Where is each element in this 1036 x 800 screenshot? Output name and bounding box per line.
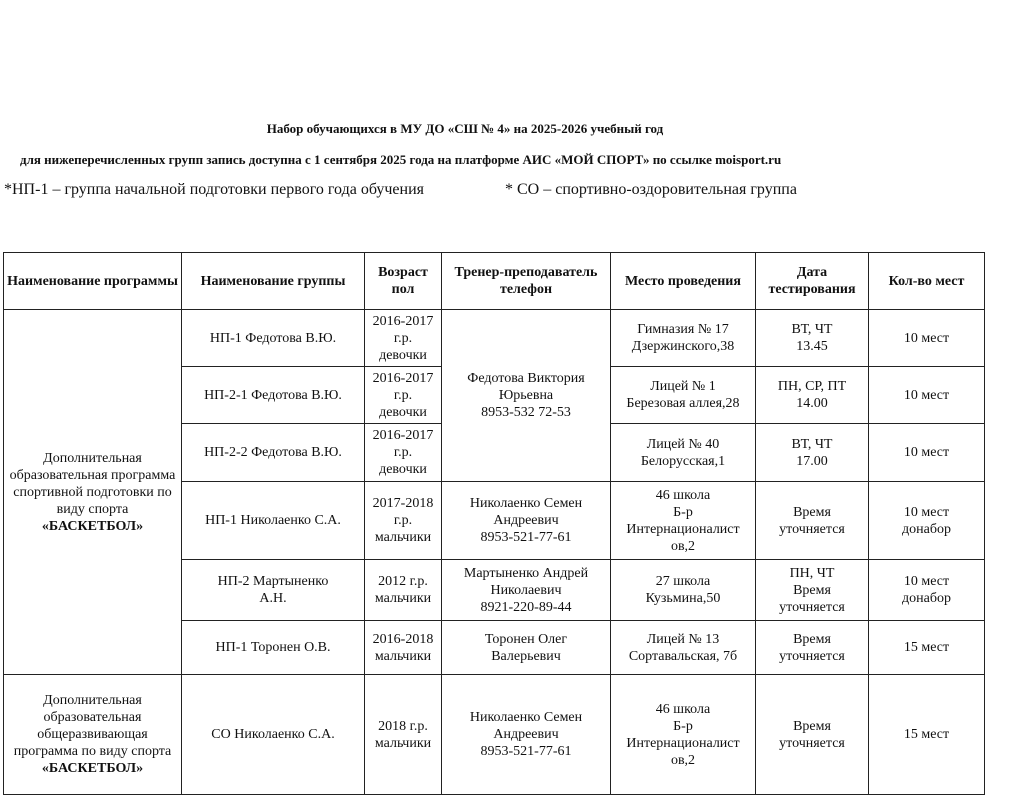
age-cell: 2016-2018 мальчики <box>365 621 442 675</box>
group-cell: НП-1 Торонен О.В. <box>182 621 365 675</box>
document-subtitle: для нижеперечисленных групп запись доступна с 1 сентября 2025 года на платформе АИС «МОЙ СПОРТ» по ссылке moisport.ru <box>20 152 782 167</box>
seats-cell: 10 мест <box>869 424 985 482</box>
header-seats: Кол-во мест <box>869 253 985 310</box>
header-coach: Тренер-преподаватель телефон <box>442 253 611 310</box>
program-name: Дополнительная образовательная программа спортивной подготовки по виду спорта <box>9 450 176 517</box>
group-cell: НП-2-2 Федотова В.Ю. <box>182 424 365 482</box>
place-cell: 46 школа Б-р Интернационалист ов,2 <box>611 675 756 795</box>
header-date: Дата тестирования <box>756 253 869 310</box>
seats-cell: 10 мест донабор <box>869 482 985 560</box>
group-cell: НП-2-1 Федотова В.Ю. <box>182 367 365 424</box>
place-cell: 46 школа Б-р Интернационалист ов,2 <box>611 482 756 560</box>
seats-cell: 15 мест <box>869 621 985 675</box>
date-cell: ПН, ЧТ Время уточняется <box>756 560 869 621</box>
group-cell: НП-1 Федотова В.Ю. <box>182 310 365 367</box>
program-cell-general <box>4 675 182 795</box>
age-cell: 2016-2017 г.р. девочки <box>365 424 442 482</box>
place-cell: Лицей № 40 Белорусская,1 <box>611 424 756 482</box>
seats-cell: 10 мест донабор <box>869 560 985 621</box>
program-sport: «БАСКЕТБОЛ» <box>41 761 144 776</box>
seats-cell: 15 мест <box>869 675 985 795</box>
group-cell: СО Николаенко С.А. <box>182 675 365 795</box>
coach-cell: Николаенко Семен Андреевич 8953-521-77-61 <box>442 482 611 560</box>
groups-table <box>3 252 985 795</box>
place-cell: Лицей № 13 Сортавальская, 7б <box>611 621 756 675</box>
legend-so: * СО – спортивно-оздоровительная группа <box>505 181 797 198</box>
age-cell: 2012 г.р. мальчики <box>365 560 442 621</box>
document-title: Набор обучающихся в МУ ДО «СШ № 4» на 2025-2026 учебный год <box>266 121 664 136</box>
place-cell: 27 школа Кузьмина,50 <box>611 560 756 621</box>
header-group: Наименование группы <box>182 253 365 310</box>
coach-cell: Николаенко Семен Андреевич 8953-521-77-61 <box>442 675 611 795</box>
header-age: Возраст пол <box>365 253 442 310</box>
date-cell: ПН, СР, ПТ 14.00 <box>756 367 869 424</box>
date-cell: Время уточняется <box>756 621 869 675</box>
header-program: Наименование программы <box>4 253 182 310</box>
coach-cell: Торонен Олег Валерьевич <box>442 621 611 675</box>
age-cell: 2017-2018 г.р. мальчики <box>365 482 442 560</box>
program-name: Дополнительная образовательная общеразвивающая программа по виду спорта <box>13 693 172 759</box>
coach-cell: Мартыненко Андрей Николаевич 8921-220-89-44 <box>442 560 611 621</box>
seats-cell: 10 мест <box>869 310 985 367</box>
date-cell: Время уточняется <box>756 675 869 795</box>
date-cell: Время уточняется <box>756 482 869 560</box>
seats-cell: 10 мест <box>869 367 985 424</box>
date-cell: ВТ, ЧТ 17.00 <box>756 424 869 482</box>
program-sport: «БАСКЕТБОЛ» <box>41 518 144 534</box>
table-header-row <box>4 253 985 310</box>
date-cell: ВТ, ЧТ 13.45 <box>756 310 869 367</box>
legend-np: *НП-1 – группа начальной подготовки первого года обучения <box>4 181 424 198</box>
group-cell: НП-1 Николаенко С.А. <box>182 482 365 560</box>
coach-cell: Федотова Виктория Юрьевна 8953-532 72-53 <box>442 310 611 482</box>
table-row <box>4 310 985 367</box>
place-cell: Гимназия № 17 Дзержинского,38 <box>611 310 756 367</box>
age-cell: 2016-2017 г.р. девочки <box>365 367 442 424</box>
age-cell: 2016-2017 г.р. девочки <box>365 310 442 367</box>
group-cell: НП-2 Мартыненко А.Н. <box>182 560 365 621</box>
table-row <box>4 675 985 795</box>
age-cell: 2018 г.р. мальчики <box>365 675 442 795</box>
program-cell-sports-training <box>4 310 182 675</box>
place-cell: Лицей № 1 Березовая аллея,28 <box>611 367 756 424</box>
header-place: Место проведения <box>611 253 756 310</box>
